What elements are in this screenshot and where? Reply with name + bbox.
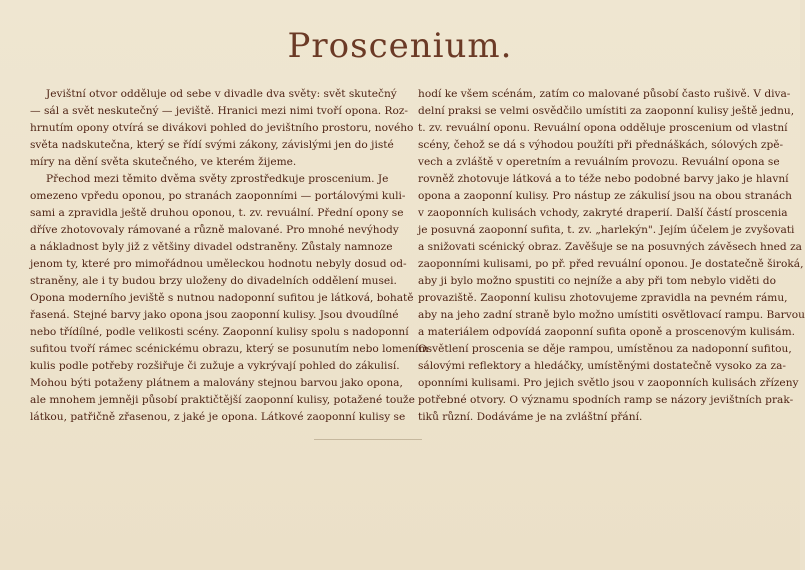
text-line: nebo třídílné, podle velikosti scény. Zaoponní kulisy spolu s nadoponní <box>30 326 409 338</box>
text-line: je posuvná zaoponní sufita, t. zv. „harlekýn". Jejím účelem je zvyšovati <box>418 224 795 236</box>
text-line: delní praksi se velmi osvědčilo umístiti za zaoponní kulisy ještě jednu, <box>418 105 795 117</box>
text-line: dříve zhotovovaly rámované a různě malované. Pro mnohé nevýhody <box>30 224 399 236</box>
right-text-column <box>418 86 805 426</box>
page-title: Proscenium. <box>287 26 513 66</box>
text-line: a nákladnost byly již z většiny divadel odstraněny. Zůstaly namnoze <box>30 241 393 253</box>
text-line: — sál a svět neskutečný — jeviště. Hranici mezi nimi tvoří opona. Roz- <box>30 105 409 117</box>
text-line: Přechod mezi těmito dvěma světy zprostředkuje proscenium. Je <box>46 173 389 185</box>
text-line: rovněž zhotovuje látková a to téže nebo podobné barvy jako je hlavní <box>418 173 789 185</box>
text-line: a materiálem odpovídá zaoponní sufita oponě a proscenovým kulisám. <box>418 326 795 338</box>
text-line: Jevištní otvor odděluje od sebe v divadle dva světy: svět skutečný <box>46 88 397 100</box>
text-line: omezeno vpředu oponou, po stranách zaoponními — portálovými kuli- <box>30 190 406 202</box>
text-line: potřebné otvory. O významu spodních ramp se názory jevištních prak- <box>418 394 794 406</box>
text-line: provaziště. Zaoponní kulisu zhotovujeme zpravidla na pevném rámu, <box>418 292 788 304</box>
text-line: tiků různí. Dodáváme je na zvláštní přání. <box>418 411 643 423</box>
left-text-column <box>30 86 429 426</box>
text-line: kulis podle potřeby rozšiřuje či zužuje a vykrývají pohled do zákulisí. <box>30 360 400 372</box>
text-line: světa nadskutečna, který se řídí svými zákony, závislými jen do jisté <box>30 139 394 151</box>
text-line: v zaoponních kulisách vchody, zakryté draperií. Další částí proscenia <box>418 207 788 219</box>
text-line: Osvětlení proscenia se děje rampou, umístěnou za nadoponní sufitou, <box>418 343 792 355</box>
text-line: sami a zpravidla ještě druhou oponou, t. zv. revuální. Přední opony se <box>30 207 404 219</box>
text-line: aby ji bylo možno spustiti co nejníže a aby při tom nebylo viděti do <box>418 275 776 287</box>
text-line: sálovými reflektory a hledáčky, umístěnými dostatečně vysoko za za- <box>418 360 786 372</box>
text-line: oponními kulisami. Pro jejich světlo jsou v zaoponních kulisách zřízeny <box>418 377 799 389</box>
text-line: řasená. Stejné barvy jako opona jsou zaoponní kulisy. Jsou dvoudílné <box>30 309 399 321</box>
text-line: Mohou býti potaženy plátnem a malovány stejnou barvou jako opona, <box>30 377 403 389</box>
text-line: t. zv. revuální oponu. Revuální opona odděluje proscenium od vlastní <box>418 122 788 134</box>
text-line: vech a zvláště v operetním a revuálním provozu. Revuální opona se <box>418 156 780 168</box>
text-line: ale mnohem jemněji působí praktičtější zaoponní kulisy, potažené touže <box>30 394 415 406</box>
text-line: hrnutím opony otvírá se divákovi pohled do jevištního prostoru, nového <box>30 122 414 134</box>
section-divider <box>314 439 422 440</box>
text-line: látkou, patřičně zřasenou, z jaké je opona. Látkové zaoponní kulisy se <box>30 411 406 423</box>
text-line: straněny, ale i ty budou brzy uloženy do divadelních oddělení musei. <box>30 275 397 287</box>
text-line: scény, čehož se dá s výhodou použíti při přednáškách, sólových zpě- <box>418 139 784 151</box>
text-line: sufitou tvoří rámec scénickému obrazu, který se posunutím nebo lomením <box>30 343 429 355</box>
text-line: aby na jeho zadní straně bylo možno umístiti osvětlovací rampu. Barvou <box>418 309 805 321</box>
text-line: opona a zaoponní kulisy. Pro nástup ze zákulisí jsou na obou stranách <box>418 190 792 202</box>
text-line: jenom ty, které pro mimořádnou uměleckou hodnotu nebyly dosud od- <box>30 258 407 270</box>
text-line: a snižovati scénický obraz. Zavěšuje se na posuvných závěsech hned za <box>418 241 802 253</box>
text-line: Opona moderního jeviště s nutnou nadoponní sufitou je látková, bohatě <box>30 292 414 304</box>
text-line: zaoponními kulisami, po př. před revuální oponou. Je dostatečně široká, <box>418 258 804 270</box>
text-line: hodí ke všem scénám, zatím co malované působí často rušivě. V diva- <box>418 88 791 100</box>
text-line: míry na dění světa skutečného, ve kterém žijeme. <box>30 156 297 168</box>
